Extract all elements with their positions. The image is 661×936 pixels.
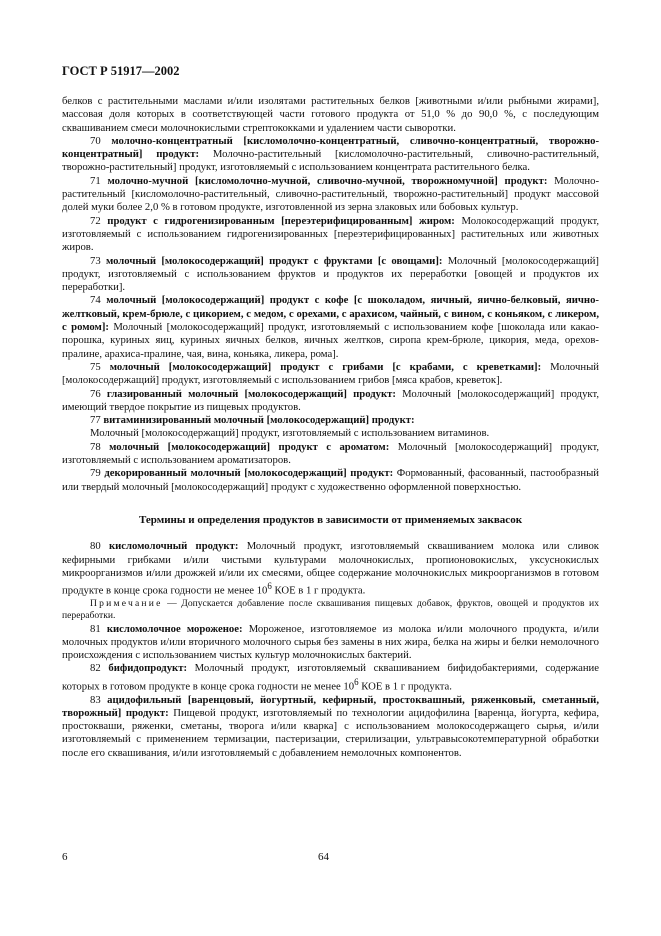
note: [62, 598, 599, 623]
term-76: [62, 388, 599, 415]
term-definition: Молочный [молокосодержащий] продукт, изготовляемый с использованием грибов [мяса крабов, креветок].: [62, 360, 599, 387]
term-title: молочный [молокосодержащий] продукт с грибами [с крабами, с креветками]:: [109, 360, 542, 373]
term-number: 83: [90, 693, 101, 706]
superscript: 6: [267, 581, 272, 592]
term-71: [62, 175, 599, 215]
term-definition: Молочный [молокосодержащий] продукт, изготовляемый с использованием фруктов и продуктов их переработки [овощей и продуктов их переработки].: [62, 254, 599, 294]
term-title: молочный [молокосодержащий] продукт с кофе [с шоколадом, яичный, яично-белковый, яично-желтковый, крем-брюле, с цикорием, с медом, с орехами, с арахисом, чайный, с вином, с коньяком, с ликером, с ромом]:: [62, 294, 599, 334]
term-number: 77: [90, 414, 101, 427]
term-number: 70: [90, 134, 101, 147]
term-title: кисломолочный продукт:: [108, 540, 239, 553]
term-number: 79: [90, 467, 101, 480]
term-number: 75: [90, 360, 101, 373]
term-81: [62, 623, 599, 663]
document-body: [62, 95, 599, 760]
term-82: [62, 662, 599, 693]
note-label: Примечание: [90, 597, 163, 609]
term-78: [62, 441, 599, 468]
term-79: [62, 467, 599, 494]
term-title: молочный [молокосодержащий] продукт с ароматом:: [109, 440, 390, 453]
term-number: 72: [90, 214, 101, 227]
term-74: [62, 294, 599, 360]
term-definition: Пищевой продукт, изготовляемый по технологии ацидофилина [варенца, йогурта, кефира, простокваши, ряженки, сметаны, творога и/или кварка] с использованием молокосодержащего сырья, и/или изготовляемый с применением термизации, пастеризации, стерилизации, ультравысокотемпературной обработки после его сквашивания, и/или изготовляемый с добавлением немолочных компонентов.: [62, 706, 599, 759]
term-70: [62, 135, 599, 175]
note-text: — Допускается добавление после сквашивания пищевых добавок, фруктов, овощей и продуктов их переработки.: [62, 597, 599, 622]
term-83: [62, 694, 599, 760]
term-number: 71: [90, 174, 101, 187]
term-number: 76: [90, 387, 101, 400]
term-77-definition: Молочный [молокосодержащий] продукт, изготовляемый с использованием витаминов.: [90, 427, 490, 440]
page-number-left: 6: [62, 851, 68, 863]
term-title: бифидопродукт:: [108, 662, 188, 675]
term-number: 78: [90, 440, 101, 453]
term-definition: Формованный, фасованный, пастообразный или твердый молочный [молокосодержащий] продукт с художественно оформленной поверхностью.: [62, 467, 599, 493]
term-definition: Молочно-растительный [кисломолочно-растительный, сливочно-растительный, творожно-растительный] продукт, изготовляемый с использованием концентрата растительного белка.: [62, 148, 599, 174]
term-title: витаминизированный молочный [молокосодержащий] продукт:: [103, 414, 415, 427]
term-number: 82: [90, 662, 101, 675]
term-title: продукт с гидрогенизированным [переэтерифицированным] жиром:: [107, 214, 455, 227]
term-definition: Молочный [молокосодержащий] продукт, изготовляемый с использованием ароматизаторов.: [62, 440, 599, 467]
document-header: ГОСТ Р 51917—2002: [62, 64, 180, 78]
term-title: молочно-мучной [кисломолочно-мучной, сливочно-мучной, творожномучной] продукт:: [107, 174, 548, 187]
term-definition: Молокосодержащий продукт, изготовляемый с использованием гидрогенизированных [переэтерифицированных] растительных или животных жиров.: [62, 214, 600, 254]
term-title: глазированный молочный [молокосодержащий] продукт:: [106, 387, 396, 400]
term-number: 80: [90, 540, 101, 553]
term-title: кисломолочное мороженое:: [106, 622, 243, 635]
term-title: молочный [молокосодержащий] продукт с фруктами [с овощами]:: [105, 254, 443, 267]
term-number: 73: [90, 254, 101, 267]
term-title: ацидофильный [варенцовый, йогуртный, кефирный, простоквашный, ряженковый, сметанный, творожный] продукт:: [62, 693, 599, 719]
term-definition: Молочный продукт, изготовляемый сквашиванием бифидобактериями, содержание которых в готовом продукте в конце срока годности не менее 10: [62, 662, 600, 693]
term-definition: Молочно-растительный [кисломолочно-растительный, сливочно-растительный, творожно-растительный] продукт массовой долей муки более 2,0 % в готовом продукте, изготовленной из зерна злаковых или бобовых культур.: [62, 174, 600, 214]
term-72: [62, 215, 599, 255]
term-number: 74: [90, 294, 101, 307]
term-definition: Мороженое, изготовляемое из молока и/или молочного продукта, и/или молочных продуктов и/или вторичного молочного сырья без замены в них жира, белка на жиры и белки немолочного происхождения с использованием чистых культур молочнокислых бактерий.: [62, 622, 600, 662]
term-definition-end: КОЕ в 1 г продукта.: [271, 584, 366, 597]
term-definition-end: КОЕ в 1 г продукта.: [358, 680, 452, 693]
term-definition: Молочный [молокосодержащий] продукт, изготовляемый с использованием кофе [шоколада или какао-порошка, куриных яиц, куриных яичных белков, яичных желтков, сиропа крем-брюле, цикория, меда, орехов-пралине, арахиса-пралине, чая, вина, коньяка, ликера, рома].: [62, 321, 599, 360]
term-definition: Молочный [молокосодержащий] продукт, имеющий твердое покрытие из пищевых продуктов.: [62, 387, 599, 413]
term-75: [62, 361, 599, 388]
page-number-center: 64: [318, 851, 329, 863]
paragraph-continuation: белков с растительными маслами и/или изолятами растительных белков [животными и/или рыбными жирами], массовая доля которых в соответствующей части готового продукта от 51,0 % до 90,0 %, с последующим сквашиванием смеси молочнокислыми стрептококками и удалением части сыворотки.: [62, 95, 599, 134]
term-title: декорированный молочный [молокосодержащий] продукт:: [104, 467, 394, 480]
section-title: Термины и определения продуктов в зависимости от применяемых заквасок: [138, 513, 523, 526]
term-80: [62, 540, 599, 598]
term-definition: Молочный продукт, изготовляемый сквашиванием молока или сливок кефирными грибками и/или чистыми культурами молочнокислых, пропионовокислых, уксуснокислых микроорганизмов и/или дрожжей и/или их смесями, общее содержание молочнокислых микроорганизмов в готовом продукте в конце срока годности не менее 10: [62, 540, 599, 597]
superscript: 6: [354, 676, 359, 687]
term-77: [62, 414, 599, 427]
term-title: молочно-концентратный [кисломолочно-концентратный, сливочно-концентратный, творожно-концентратный] продукт:: [62, 134, 600, 161]
term-number: 81: [90, 622, 101, 635]
term-73: [62, 255, 599, 295]
